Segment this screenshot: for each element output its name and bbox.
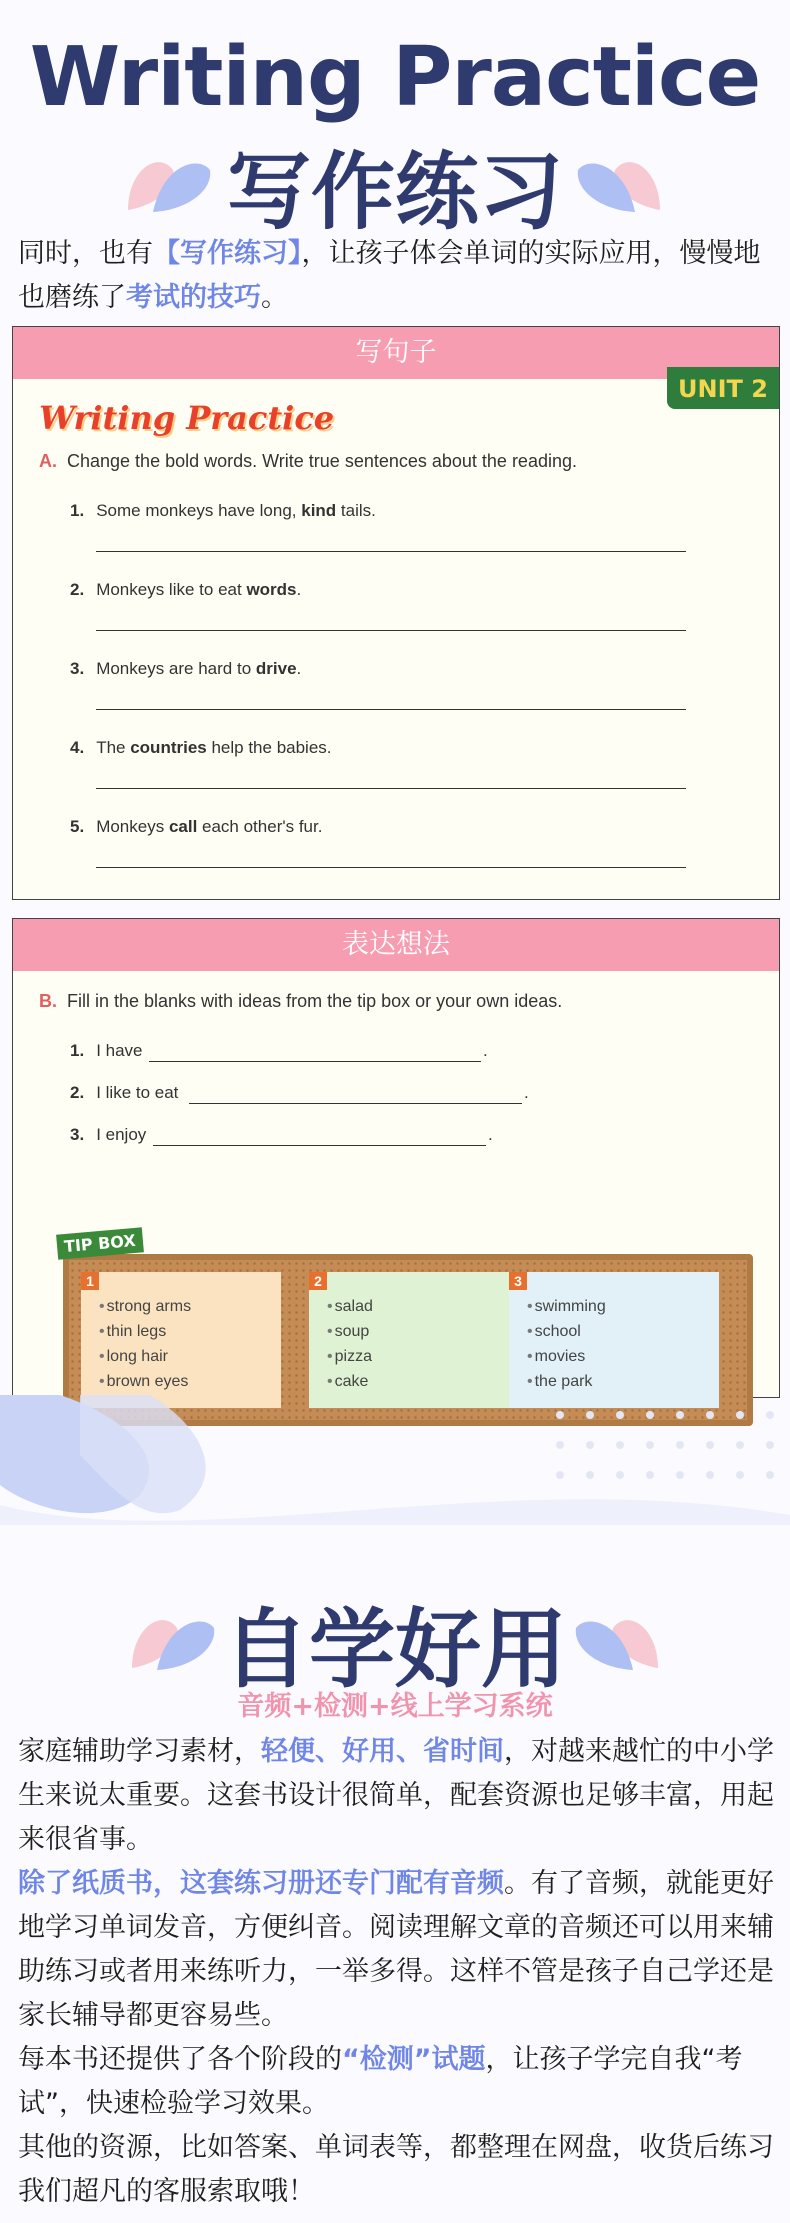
text: 家庭辅助学习素材， bbox=[18, 1736, 261, 1767]
item-number: 3. bbox=[70, 659, 85, 678]
tip-item: • thin legs bbox=[99, 1319, 281, 1344]
writing-practice-logo: Writing Practice bbox=[39, 399, 335, 437]
paragraph-3 bbox=[18, 2038, 778, 2126]
period: . bbox=[524, 1083, 529, 1102]
card-header: 写句子 bbox=[13, 327, 779, 379]
text: ，让孩子学完自我“考试”，快速检验学习效果。 bbox=[18, 2044, 743, 2119]
item-bold-word: call bbox=[168, 817, 198, 836]
tip-item: • brown eyes bbox=[99, 1369, 281, 1394]
tip-item: • the park bbox=[527, 1369, 719, 1394]
section-body bbox=[18, 1730, 778, 2214]
instruction-b bbox=[39, 991, 562, 1012]
answer-line[interactable] bbox=[96, 709, 686, 710]
tip-note-1 bbox=[81, 1272, 281, 1408]
blank-line[interactable] bbox=[149, 1061, 481, 1062]
exercise-item bbox=[70, 580, 301, 600]
blank-line[interactable] bbox=[153, 1145, 486, 1146]
item-text: Monkeys are hard to bbox=[96, 659, 256, 678]
tip-box-label: TIP BOX bbox=[56, 1227, 144, 1259]
item-number: 4. bbox=[70, 738, 85, 757]
item-text: . bbox=[296, 659, 302, 678]
answer-line[interactable] bbox=[96, 551, 686, 552]
tip-item: • strong arms bbox=[99, 1294, 281, 1319]
tip-note-2 bbox=[309, 1272, 509, 1408]
exercise-item bbox=[70, 501, 376, 521]
writing-sentences-card bbox=[12, 326, 780, 900]
intro-highlight-1: 【写作练习】 bbox=[153, 238, 302, 269]
item-number: 3. bbox=[70, 1125, 85, 1144]
text: 。有了音频，就能更好地学习单词发音，方便纠音。阅读理解文章的音频还可以用来辅助练习或者用来练听力，一举多得。这样不管是孩子自己学还是家长辅导都更容易些。 bbox=[18, 1868, 774, 2031]
section-title: 自学好用 bbox=[223, 1600, 567, 1700]
item-number: 1. bbox=[70, 501, 85, 520]
highlight: 除了纸质书，这套练习册还专门配有音频 bbox=[18, 1868, 504, 1899]
intro-highlight-2: 考试的技巧 bbox=[126, 282, 261, 313]
hero-title-zh: 写作练习 bbox=[226, 143, 563, 241]
instruction-a bbox=[39, 451, 577, 472]
item-bold-word: kind bbox=[301, 501, 337, 520]
instruction-letter: B. bbox=[39, 991, 57, 1011]
item-number: 5. bbox=[70, 817, 85, 836]
blank-line[interactable] bbox=[189, 1103, 522, 1104]
answer-line[interactable] bbox=[96, 788, 686, 789]
worksheet-page bbox=[13, 971, 779, 1397]
tip-item: • soup bbox=[327, 1319, 509, 1344]
exercise-item bbox=[70, 817, 322, 837]
exercise-item bbox=[70, 659, 301, 679]
note-number: 3 bbox=[509, 1272, 527, 1290]
tip-item: • cake bbox=[327, 1369, 509, 1394]
paragraph-2 bbox=[18, 1862, 778, 2038]
item-text: I enjoy bbox=[96, 1125, 147, 1144]
item-text: I like to eat bbox=[96, 1083, 179, 1102]
paragraph-1 bbox=[18, 1730, 778, 1862]
item-bold-word: countries bbox=[130, 738, 207, 757]
item-text: The bbox=[96, 738, 131, 757]
item-text: help the babies. bbox=[206, 738, 332, 757]
section-subtitle: 音频+检测+线上学习系统 bbox=[237, 1691, 553, 1722]
tip-item: • movies bbox=[527, 1344, 719, 1369]
item-text: Monkeys bbox=[96, 817, 169, 836]
intro-text-2: ，让孩子体会单词的实际应用，慢慢地也磨练了 bbox=[18, 238, 761, 313]
unit-tag: UNIT 2 bbox=[667, 367, 779, 409]
item-number: 2. bbox=[70, 1083, 85, 1102]
item-text: I have bbox=[96, 1041, 143, 1060]
period: . bbox=[488, 1125, 493, 1144]
instruction-text: Fill in the blanks with ideas from the tip box or your own ideas. bbox=[67, 991, 563, 1011]
item-number: 1. bbox=[70, 1041, 85, 1060]
text: 每本书还提供了各个阶段的 bbox=[18, 2044, 342, 2075]
tip-item: • school bbox=[527, 1319, 719, 1344]
wave-decoration bbox=[0, 1395, 790, 1525]
intro-text-1: 同时，也有 bbox=[18, 238, 153, 269]
highlight: 轻便、好用、省时间 bbox=[261, 1736, 504, 1767]
note-number: 2 bbox=[309, 1272, 327, 1290]
card-header: 表达想法 bbox=[13, 919, 779, 971]
fill-blank-item bbox=[70, 1083, 178, 1103]
item-text: each other's fur. bbox=[197, 817, 323, 836]
tip-note-3 bbox=[509, 1272, 719, 1408]
answer-line[interactable] bbox=[96, 630, 686, 631]
text: ，对越来越忙的中小学生来说太重要。这套书设计很简单，配套资源也足够丰富，用起来很省事。 bbox=[18, 1736, 774, 1855]
item-text: tails. bbox=[336, 501, 376, 520]
item-bold-word: drive bbox=[255, 659, 297, 678]
instruction-text: Change the bold words. Write true sentences about the reading. bbox=[67, 451, 577, 471]
item-number: 2. bbox=[70, 580, 85, 599]
hero-title-en: Writing Practice bbox=[29, 30, 761, 125]
worksheet-page bbox=[13, 375, 779, 899]
tip-item: • swimming bbox=[527, 1294, 719, 1319]
tip-item: • salad bbox=[327, 1294, 509, 1319]
answer-line[interactable] bbox=[96, 867, 686, 868]
note-number: 1 bbox=[81, 1272, 99, 1290]
tip-item: • pizza bbox=[327, 1344, 509, 1369]
item-text: Monkeys like to eat bbox=[96, 580, 247, 599]
fill-blank-item bbox=[70, 1041, 143, 1061]
express-ideas-card bbox=[12, 918, 780, 1398]
paragraph-4: 其他的资源，比如答案、单词表等，都整理在网盘，收货后练习我们超凡的客服索取哦！ bbox=[18, 2132, 774, 2207]
intro-text-3: 。 bbox=[261, 282, 288, 313]
highlight: “检测”试题 bbox=[342, 2044, 486, 2075]
period: . bbox=[483, 1041, 488, 1060]
exercise-item bbox=[70, 738, 332, 758]
fill-blank-item bbox=[70, 1125, 146, 1145]
item-bold-word: words bbox=[246, 580, 297, 599]
item-text: . bbox=[296, 580, 302, 599]
instruction-letter: A. bbox=[39, 451, 57, 471]
tip-item: • long hair bbox=[99, 1344, 281, 1369]
item-text: Some monkeys have long, bbox=[96, 501, 302, 520]
intro-paragraph bbox=[18, 232, 778, 320]
